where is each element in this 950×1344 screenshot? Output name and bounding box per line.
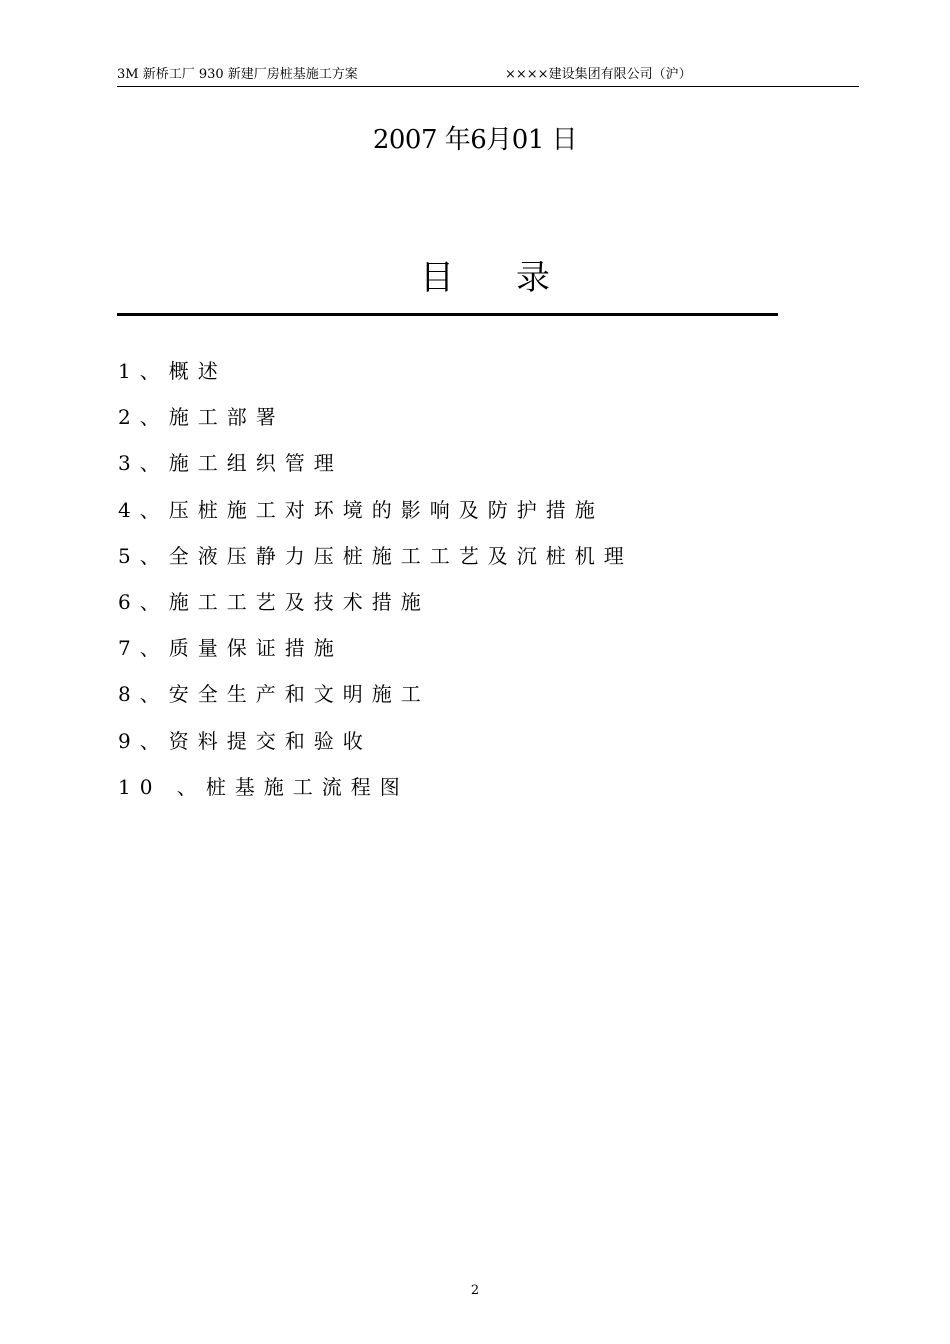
toc-item-number: 4、 [118, 497, 169, 522]
toc-item[interactable] [118, 587, 633, 633]
toc-item-label: 施工工艺及技术措施 [168, 589, 430, 614]
toc-heading [385, 256, 585, 300]
toc-item-number: 3、 [118, 451, 169, 476]
toc-heading-char-2: 录 [516, 258, 550, 298]
toc-item[interactable] [118, 633, 633, 679]
toc-item[interactable] [118, 356, 633, 402]
header-project-title: 3M 新桥工厂 930 新建厂房桩基施工方案 [117, 67, 358, 82]
toc-item-label: 质量保证措施 [168, 636, 343, 661]
toc-item-number: 7、 [118, 636, 169, 661]
toc-heading-char-1: 目 [420, 258, 454, 298]
toc-list [118, 356, 633, 818]
toc-heading-rule [117, 313, 778, 316]
toc-item-number: 9、 [118, 728, 169, 753]
toc-item-number: 10 、 [118, 774, 206, 799]
toc-item-label: 施工部署 [168, 405, 285, 430]
toc-item[interactable] [118, 495, 633, 541]
toc-item-number: 1、 [118, 359, 169, 383]
toc-item-number: 6、 [118, 589, 169, 614]
toc-item-number: 8、 [118, 682, 169, 707]
page-header [117, 66, 859, 87]
toc-item-number: 5、 [118, 543, 169, 568]
toc-item-label: 施工组织管理 [168, 451, 343, 476]
toc-item[interactable] [118, 772, 633, 818]
toc-item[interactable] [118, 402, 633, 448]
toc-item-label: 概述 [168, 359, 227, 383]
toc-item-label: 资料提交和验收 [168, 728, 372, 753]
toc-item-label: 桩基施工流程图 [205, 774, 409, 799]
header-company-name: ××××建设集团有限公司（沪） [505, 67, 692, 82]
toc-item[interactable] [118, 679, 633, 725]
toc-item[interactable] [118, 541, 633, 587]
toc-item-label: 压桩施工对环境的影响及防护措施 [168, 497, 604, 522]
toc-item-label: 安全生产和文明施工 [168, 682, 430, 707]
toc-item-label: 全液压静力压桩施工工艺及沉桩机理 [168, 543, 633, 568]
document-date: 2007 年6月01 日 [372, 125, 578, 155]
page-number: 2 [470, 1283, 480, 1298]
toc-item[interactable] [118, 726, 633, 772]
toc-item[interactable] [118, 448, 633, 494]
toc-item-number: 2、 [118, 405, 169, 430]
